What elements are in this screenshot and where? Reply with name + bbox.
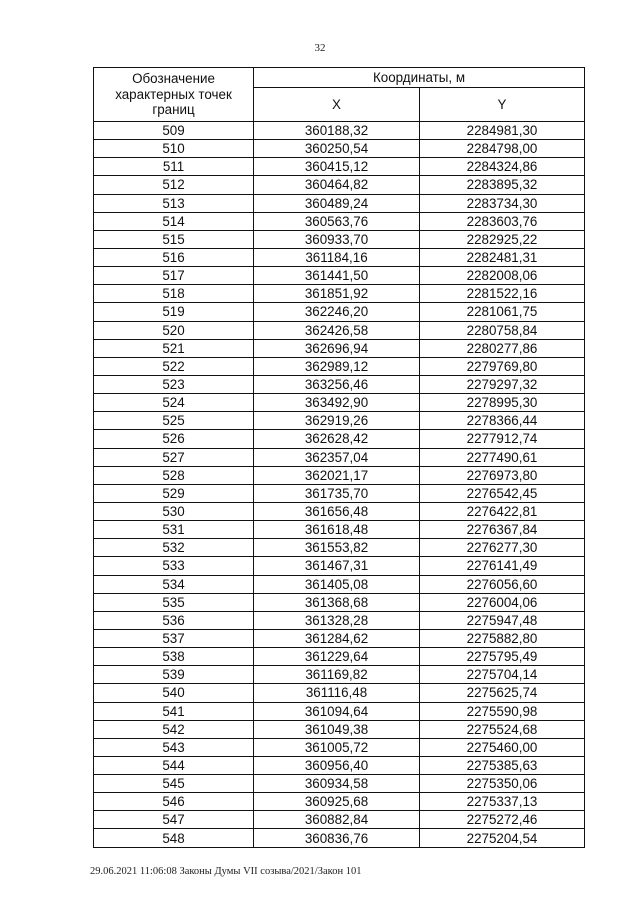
table-row bbox=[94, 684, 585, 702]
point-id-cell: 544 bbox=[94, 756, 254, 774]
table-row bbox=[94, 412, 585, 430]
point-id-cell: 547 bbox=[94, 811, 254, 829]
table-row bbox=[94, 122, 585, 140]
point-id-cell: 539 bbox=[94, 666, 254, 684]
table-body bbox=[94, 122, 585, 848]
y-coordinate-cell: 2280277,86 bbox=[420, 339, 585, 357]
table-row bbox=[94, 720, 585, 738]
point-id-cell: 510 bbox=[94, 140, 254, 158]
point-id-cell: 509 bbox=[94, 122, 254, 140]
y-coordinate-cell: 2275704,14 bbox=[420, 666, 585, 684]
table-row bbox=[94, 357, 585, 375]
point-id-cell: 514 bbox=[94, 212, 254, 230]
point-id-cell: 526 bbox=[94, 430, 254, 448]
x-coordinate-cell: 361005,72 bbox=[254, 738, 420, 756]
point-id-cell: 519 bbox=[94, 303, 254, 321]
table-row bbox=[94, 829, 585, 847]
table-row bbox=[94, 557, 585, 575]
x-coordinate-cell: 360925,68 bbox=[254, 793, 420, 811]
table-row bbox=[94, 811, 585, 829]
y-coordinate-cell: 2281061,75 bbox=[420, 303, 585, 321]
y-coordinate-cell: 2279769,80 bbox=[420, 357, 585, 375]
y-coordinate-cell: 2275460,00 bbox=[420, 738, 585, 756]
point-id-cell: 535 bbox=[94, 593, 254, 611]
table-row bbox=[94, 140, 585, 158]
y-coordinate-cell: 2276141,49 bbox=[420, 557, 585, 575]
table-row bbox=[94, 339, 585, 357]
table-row bbox=[94, 194, 585, 212]
y-coordinate-cell: 2276277,30 bbox=[420, 539, 585, 557]
y-coordinate-cell: 2276973,80 bbox=[420, 466, 585, 484]
x-coordinate-cell: 361169,82 bbox=[254, 666, 420, 684]
x-coordinate-cell: 362357,04 bbox=[254, 448, 420, 466]
y-coordinate-cell: 2281522,16 bbox=[420, 285, 585, 303]
y-coordinate-cell: 2275272,46 bbox=[420, 811, 585, 829]
x-coordinate-cell: 361229,64 bbox=[254, 648, 420, 666]
y-coordinate-cell: 2275947,48 bbox=[420, 611, 585, 629]
x-coordinate-cell: 360415,12 bbox=[254, 158, 420, 176]
y-coordinate-cell: 2275625,74 bbox=[420, 684, 585, 702]
table-row bbox=[94, 394, 585, 412]
table-row bbox=[94, 430, 585, 448]
point-id-cell: 528 bbox=[94, 466, 254, 484]
y-coordinate-cell: 2275385,63 bbox=[420, 756, 585, 774]
x-coordinate-cell: 361049,38 bbox=[254, 720, 420, 738]
coordinates-group-header: Координаты, м bbox=[254, 68, 585, 88]
table-row bbox=[94, 375, 585, 393]
y-coordinate-cell: 2282925,22 bbox=[420, 230, 585, 248]
x-coordinate-cell: 361184,16 bbox=[254, 248, 420, 266]
x-coordinate-cell: 360934,58 bbox=[254, 775, 420, 793]
document-footer: 29.06.2021 11:06:08 Законы Думы VII созыва/2021/Закон 101 bbox=[90, 866, 362, 877]
table-row bbox=[94, 466, 585, 484]
x-coordinate-cell: 361405,08 bbox=[254, 575, 420, 593]
x-coordinate-cell: 361851,92 bbox=[254, 285, 420, 303]
coordinates-table bbox=[93, 67, 585, 848]
x-coordinate-cell: 361656,48 bbox=[254, 502, 420, 520]
x-coordinate-cell: 363256,46 bbox=[254, 375, 420, 393]
table-row bbox=[94, 793, 585, 811]
x-column-header: X bbox=[254, 88, 420, 122]
point-id-cell: 533 bbox=[94, 557, 254, 575]
table-header bbox=[94, 68, 585, 122]
point-id-cell: 524 bbox=[94, 394, 254, 412]
x-coordinate-cell: 361368,68 bbox=[254, 593, 420, 611]
point-id-cell: 530 bbox=[94, 502, 254, 520]
table-row bbox=[94, 648, 585, 666]
point-id-cell: 511 bbox=[94, 158, 254, 176]
y-coordinate-cell: 2283603,76 bbox=[420, 212, 585, 230]
x-coordinate-cell: 362696,94 bbox=[254, 339, 420, 357]
y-coordinate-cell: 2279297,32 bbox=[420, 375, 585, 393]
y-coordinate-cell: 2278995,30 bbox=[420, 394, 585, 412]
point-id-cell: 534 bbox=[94, 575, 254, 593]
x-coordinate-cell: 360489,24 bbox=[254, 194, 420, 212]
point-id-cell: 527 bbox=[94, 448, 254, 466]
page-number: 32 bbox=[314, 42, 326, 54]
point-id-cell: 525 bbox=[94, 412, 254, 430]
table-row bbox=[94, 756, 585, 774]
table-row bbox=[94, 666, 585, 684]
table-row bbox=[94, 611, 585, 629]
y-coordinate-cell: 2276367,84 bbox=[420, 521, 585, 539]
x-coordinate-cell: 360836,76 bbox=[254, 829, 420, 847]
x-coordinate-cell: 361553,82 bbox=[254, 539, 420, 557]
x-coordinate-cell: 360933,70 bbox=[254, 230, 420, 248]
point-id-cell: 518 bbox=[94, 285, 254, 303]
table-row bbox=[94, 303, 585, 321]
y-coordinate-cell: 2284324,86 bbox=[420, 158, 585, 176]
x-coordinate-cell: 361284,62 bbox=[254, 629, 420, 647]
table-row bbox=[94, 521, 585, 539]
table-row bbox=[94, 158, 585, 176]
point-designation-header: Обозначение характерных точек границ bbox=[94, 68, 254, 122]
y-coordinate-cell: 2282481,31 bbox=[420, 248, 585, 266]
y-coordinate-cell: 2275590,98 bbox=[420, 702, 585, 720]
y-coordinate-cell: 2275882,80 bbox=[420, 629, 585, 647]
x-coordinate-cell: 360250,54 bbox=[254, 140, 420, 158]
x-coordinate-cell: 360464,82 bbox=[254, 176, 420, 194]
point-id-cell: 512 bbox=[94, 176, 254, 194]
x-coordinate-cell: 362021,17 bbox=[254, 466, 420, 484]
x-coordinate-cell: 362246,20 bbox=[254, 303, 420, 321]
y-coordinate-cell: 2284798,00 bbox=[420, 140, 585, 158]
table-row bbox=[94, 575, 585, 593]
table-row bbox=[94, 285, 585, 303]
y-coordinate-cell: 2277912,74 bbox=[420, 430, 585, 448]
point-id-cell: 520 bbox=[94, 321, 254, 339]
point-id-cell: 548 bbox=[94, 829, 254, 847]
y-coordinate-cell: 2275524,68 bbox=[420, 720, 585, 738]
point-id-cell: 513 bbox=[94, 194, 254, 212]
x-coordinate-cell: 362989,12 bbox=[254, 357, 420, 375]
x-coordinate-cell: 360563,76 bbox=[254, 212, 420, 230]
table-row bbox=[94, 176, 585, 194]
table-row bbox=[94, 502, 585, 520]
point-id-cell: 538 bbox=[94, 648, 254, 666]
y-coordinate-cell: 2276056,60 bbox=[420, 575, 585, 593]
y-coordinate-cell: 2283734,30 bbox=[420, 194, 585, 212]
point-id-cell: 542 bbox=[94, 720, 254, 738]
table-row bbox=[94, 212, 585, 230]
x-coordinate-cell: 361094,64 bbox=[254, 702, 420, 720]
point-id-cell: 517 bbox=[94, 267, 254, 285]
x-coordinate-cell: 363492,90 bbox=[254, 394, 420, 412]
x-coordinate-cell: 362919,26 bbox=[254, 412, 420, 430]
x-coordinate-cell: 361735,70 bbox=[254, 484, 420, 502]
y-coordinate-cell: 2275350,06 bbox=[420, 775, 585, 793]
y-coordinate-cell: 2275337,13 bbox=[420, 793, 585, 811]
x-coordinate-cell: 361441,50 bbox=[254, 267, 420, 285]
table-row bbox=[94, 539, 585, 557]
table-row bbox=[94, 267, 585, 285]
table-row bbox=[94, 702, 585, 720]
y-column-header: Y bbox=[420, 88, 585, 122]
y-coordinate-cell: 2277490,61 bbox=[420, 448, 585, 466]
point-id-cell: 531 bbox=[94, 521, 254, 539]
x-coordinate-cell: 360188,32 bbox=[254, 122, 420, 140]
y-coordinate-cell: 2276542,45 bbox=[420, 484, 585, 502]
table-row bbox=[94, 230, 585, 248]
table-row bbox=[94, 321, 585, 339]
x-coordinate-cell: 361328,28 bbox=[254, 611, 420, 629]
table-row bbox=[94, 248, 585, 266]
point-id-cell: 529 bbox=[94, 484, 254, 502]
x-coordinate-cell: 360956,40 bbox=[254, 756, 420, 774]
x-coordinate-cell: 361116,48 bbox=[254, 684, 420, 702]
point-id-cell: 522 bbox=[94, 357, 254, 375]
table-row bbox=[94, 629, 585, 647]
y-coordinate-cell: 2276004,06 bbox=[420, 593, 585, 611]
point-id-cell: 521 bbox=[94, 339, 254, 357]
y-coordinate-cell: 2283895,32 bbox=[420, 176, 585, 194]
point-id-cell: 536 bbox=[94, 611, 254, 629]
y-coordinate-cell: 2276422,81 bbox=[420, 502, 585, 520]
table-row bbox=[94, 484, 585, 502]
x-coordinate-cell: 361618,48 bbox=[254, 521, 420, 539]
y-coordinate-cell: 2275795,49 bbox=[420, 648, 585, 666]
point-id-cell: 532 bbox=[94, 539, 254, 557]
table-row bbox=[94, 738, 585, 756]
point-id-cell: 516 bbox=[94, 248, 254, 266]
x-coordinate-cell: 360882,84 bbox=[254, 811, 420, 829]
x-coordinate-cell: 361467,31 bbox=[254, 557, 420, 575]
x-coordinate-cell: 362628,42 bbox=[254, 430, 420, 448]
table-row bbox=[94, 775, 585, 793]
y-coordinate-cell: 2282008,06 bbox=[420, 267, 585, 285]
point-id-cell: 523 bbox=[94, 375, 254, 393]
point-id-cell: 515 bbox=[94, 230, 254, 248]
point-id-cell: 537 bbox=[94, 629, 254, 647]
point-id-cell: 546 bbox=[94, 793, 254, 811]
point-id-cell: 545 bbox=[94, 775, 254, 793]
point-id-cell: 541 bbox=[94, 702, 254, 720]
x-coordinate-cell: 362426,58 bbox=[254, 321, 420, 339]
point-id-cell: 543 bbox=[94, 738, 254, 756]
y-coordinate-cell: 2284981,30 bbox=[420, 122, 585, 140]
y-coordinate-cell: 2278366,44 bbox=[420, 412, 585, 430]
y-coordinate-cell: 2275204,54 bbox=[420, 829, 585, 847]
y-coordinate-cell: 2280758,84 bbox=[420, 321, 585, 339]
point-id-cell: 540 bbox=[94, 684, 254, 702]
table-row bbox=[94, 448, 585, 466]
table-row bbox=[94, 593, 585, 611]
